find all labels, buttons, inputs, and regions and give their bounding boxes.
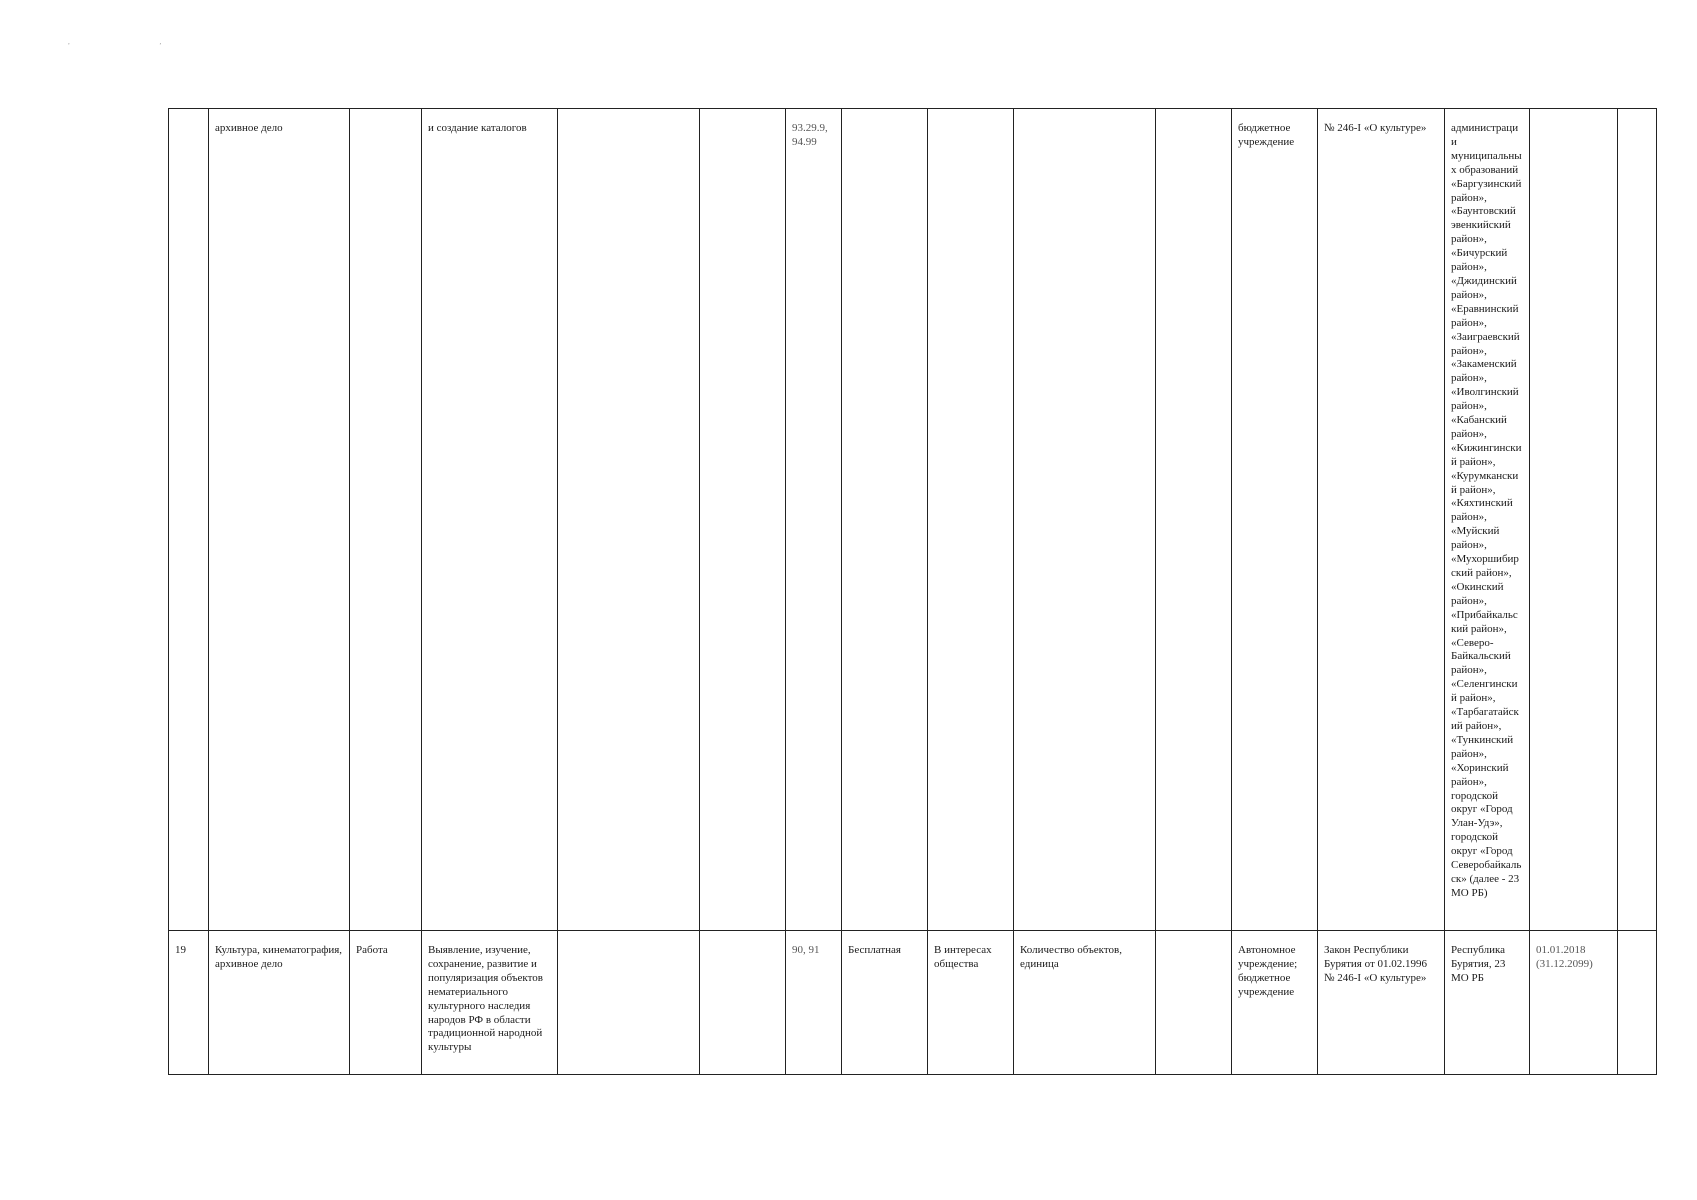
cell-empty xyxy=(558,109,700,931)
cell-legal-basis: Закон Республики Бурятия от 01.02.1996 № 246-I «О культуре» xyxy=(1318,931,1445,1075)
cell-dates xyxy=(1530,109,1618,931)
cell-institution: Автономное учреждение; бюджетное учреждение xyxy=(1232,931,1318,1075)
cell-content: Выявление, изучение, сохранение, развитие и популяризация объектов нематериального культурного наследия народов РФ в области традиционной народной культуры xyxy=(422,931,558,1075)
cell-empty xyxy=(700,931,786,1075)
cell-okved: 90, 91 xyxy=(786,931,842,1075)
cell-sphere: архивное дело xyxy=(209,109,350,931)
cell-number xyxy=(169,109,209,931)
cell-empty xyxy=(1156,931,1232,1075)
cell-content: и создание каталогов xyxy=(422,109,558,931)
cell-empty xyxy=(1618,931,1657,1075)
table-row xyxy=(169,109,1657,931)
cell-empty xyxy=(700,109,786,931)
cell-indicators: Количество объектов, единица xyxy=(1014,931,1156,1075)
cell-empty xyxy=(558,931,700,1075)
cell-authority: Республика Бурятия, 23 МО РБ xyxy=(1445,931,1530,1075)
table-row xyxy=(169,931,1657,1075)
scan-artifact-marks: , , xyxy=(68,38,206,46)
cell-okved: 93.29.9, 94.99 xyxy=(786,109,842,931)
cell-legal-basis: № 246-I «О культуре» xyxy=(1318,109,1445,931)
cell-payment: Бесплатная xyxy=(842,931,928,1075)
cell-empty xyxy=(1156,109,1232,931)
cell-type xyxy=(350,109,422,931)
cell-empty xyxy=(1618,109,1657,931)
cell-consumers: В интересах общества xyxy=(928,931,1014,1075)
cell-consumers xyxy=(928,109,1014,931)
services-register-table xyxy=(168,108,1657,1075)
cell-indicators xyxy=(1014,109,1156,931)
cell-payment xyxy=(842,109,928,931)
cell-authority: администрации муниципальных образований «Баргузинский район», «Баунтовский эвенкийский район», «Бичурский район», «Джидинский район», «Еравнинский район», «Заиграевский район», «Закаменский район», «Иволгинский район», «Кабанский район», «Кижингинский район», «Курумканский район», «Кяхтинский район», «Муйский район», «Мухоршибирский район», «Окинский район», «Прибайкальский район», «Северо-Байкальский район», «Селенгинский район», «Тарбагатайский район», «Тункинский район», «Хоринский район», городской округ «Город Улан-Удэ», городской округ «Город Северобайкальск» (далее - 23 МО РБ) xyxy=(1445,109,1530,931)
cell-type: Работа xyxy=(350,931,422,1075)
cell-number: 19 xyxy=(169,931,209,1075)
cell-sphere: Культура, кинематография, архивное дело xyxy=(209,931,350,1075)
cell-institution: бюджетное учреждение xyxy=(1232,109,1318,931)
cell-dates: 01.01.2018 (31.12.2099) xyxy=(1530,931,1618,1075)
